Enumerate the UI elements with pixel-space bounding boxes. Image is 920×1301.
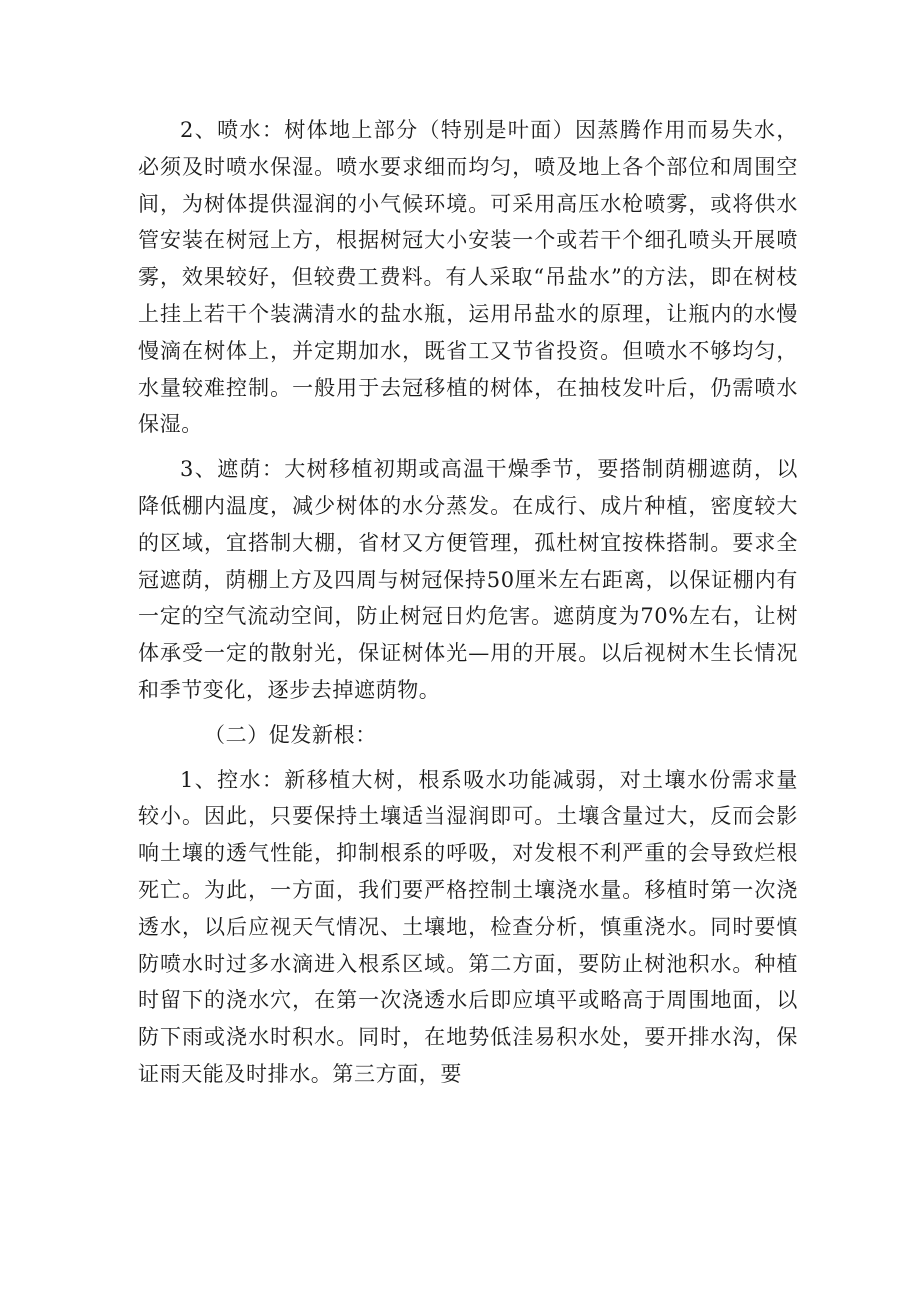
paragraph-spray-water: 2、喷水：树体地上部分（特别是叶面）因蒸腾作用而易失水，必须及时喷水保湿。喷水要求细而均匀，喷及地上各个部位和周围空间，为树体提供湿润的小气候环境。可采用高压水枪喷雾，或将供水管安装在树冠上方，根据树冠大小安装一个或若干个细孔喷头开展喷雾，效果较好，但较费工费料。有人采取“吊盐水”的方法，即在树枝上挂上若干个装满清水的盐水瓶，运用吊盐水的原理，让瓶内的水慢慢滴在树体上，并定期加水，既省工又节省投资。但喷水不够均匀，水量较难控制。一般用于去冠移植的树体，在抽枝发叶后，仍需喷水保湿。 [138, 118, 798, 437]
paragraph-gap [138, 709, 798, 717]
paragraph-water-control: 1、控水：新移植大树，根系吸水功能减弱，对土壤水份需求量较小。因此，只要保持土壤适当湿润即可。土壤含量过大，反而会影响土壤的透气性能，抑制根系的呼吸，对发根不利严重的会导致烂根死亡。为此，一方面，我们要严格控制土壤浇水量。移植时第一次浇透水，以后应视天气情况、土壤地，检查分析，慎重浇水。同时要慎防喷水时过多水滴进入根系区域。第二方面，要防止树池积水。种植时留下的浇水穴，在第一次浇透水后即应填平或略高于周围地面，以防下雨或浇水时积水。同时，在地势低洼易积水处，要开排水沟，保证雨天能及时排水。第三方面，要 [138, 767, 798, 1086]
document-body [138, 112, 798, 1093]
section-heading-promote-roots: （二）促发新根： [204, 722, 377, 747]
paragraph-gap [138, 754, 798, 762]
paragraph-gap [138, 443, 798, 451]
paragraph-shading: 3、遮荫：大树移植初期或高温干燥季节，要搭制荫棚遮荫，以降低棚内温度，减少树体的水分蒸发。在成行、成片种植，密度较大的区域，宜搭制大棚，省材又方便管理，孤杜树宜按株搭制。要求全冠遮荫，荫棚上方及四周与树冠保持50厘米左右距离，以保证棚内有一定的空气流动空间，防止树冠日灼危害。遮荫度为70%左右，让树体承受一定的散射光，保证树体光—用的开展。以后视树木生长情况和季节变化，逐步去掉遮荫物。 [138, 457, 798, 702]
